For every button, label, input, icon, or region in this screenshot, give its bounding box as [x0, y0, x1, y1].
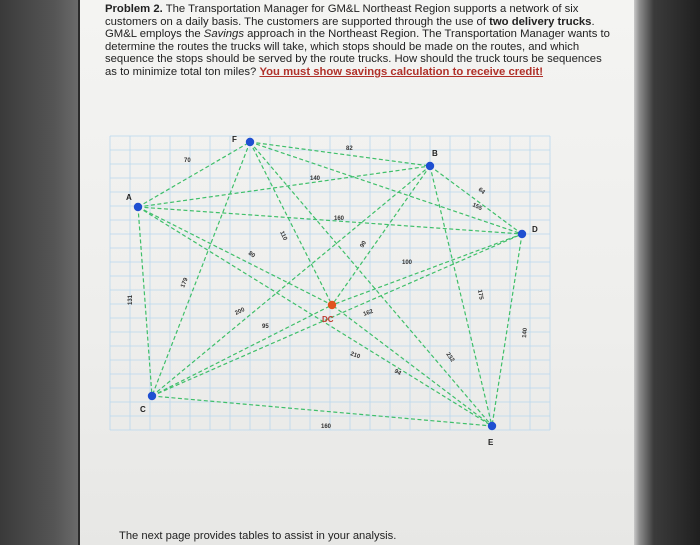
savings-requirement: You must show savings calculation to receive credit!	[259, 65, 544, 78]
edge-weight: 232	[444, 351, 456, 364]
node-label-d: D	[532, 225, 538, 234]
edge-weight: 160	[334, 216, 345, 222]
edge-weights	[128, 146, 529, 430]
savings-emphasis: Savings	[203, 28, 244, 41]
edge-weight: 160	[321, 424, 332, 430]
edge-a-f	[138, 142, 250, 207]
edge-c-dc	[152, 305, 332, 396]
document-page	[80, 0, 636, 545]
network-diagram	[80, 0, 636, 545]
edge-c-e	[152, 396, 492, 426]
node-b	[426, 162, 434, 170]
edge-f-c	[152, 142, 250, 396]
edge-f-b	[250, 142, 430, 166]
edge-a-b	[138, 166, 430, 207]
edge-f-e	[250, 142, 492, 426]
problem-label: Problem 2.	[105, 3, 163, 15]
edge-weight: 82	[346, 146, 353, 152]
edge-weight: 90	[359, 240, 369, 249]
edge-weight: 162	[362, 308, 375, 318]
edge-weight: 64	[476, 186, 486, 196]
edge-weight: 131	[128, 294, 134, 305]
screen-bezel-left	[0, 0, 78, 545]
edge-weight: 155	[471, 202, 483, 213]
edge-weight: 200	[234, 307, 246, 317]
problem-text-1: The Transportation Manager for GM&L Northeast Region supports a network of six customers on a daily basis. The customers are supported through the use of	[105, 3, 579, 28]
edge-weight: 100	[402, 260, 413, 266]
node-label-f: F	[232, 135, 237, 144]
node-d	[518, 230, 526, 238]
screen-bezel-right	[634, 0, 700, 545]
edge-weight: 94	[393, 368, 402, 378]
node-f	[246, 138, 254, 146]
edge-e-dc	[332, 305, 492, 426]
edge-weight: 179	[180, 277, 190, 289]
node-dc	[328, 301, 336, 309]
delivery-trucks-emphasis: two delivery trucks	[489, 15, 592, 28]
node-label-dc: DC	[322, 315, 334, 324]
node-a	[134, 203, 142, 211]
node-c	[148, 392, 156, 400]
edge-weight: 140	[522, 327, 529, 339]
node-label-a: A	[126, 193, 132, 202]
node-label-b: B	[432, 149, 438, 158]
edge-weight: 70	[184, 158, 191, 164]
edge-a-e	[138, 207, 492, 426]
edge-weight: 140	[310, 176, 321, 182]
node-label-e: E	[488, 438, 494, 447]
edge-weight: 175	[476, 289, 484, 301]
edge-weight: 95	[262, 324, 269, 330]
problem-text-2: . GM&L employs the	[105, 15, 595, 41]
edge-weight: 110	[278, 230, 288, 242]
node-e	[488, 422, 496, 430]
footer-note: The next page provides tables to assist in your analysis.	[119, 530, 397, 542]
edge-d-e	[492, 234, 522, 426]
edge-weight: 80	[246, 250, 256, 260]
node-label-c: C	[140, 405, 146, 414]
edge-c-d	[152, 234, 522, 396]
problem-text-3: approach in the Northeast Region. The Transportation Manager wants to determine the routes the trucks will take, which stops should be made on the routes, and which sequence the stops should be served by the route trucks. How should the truck tours be sequences as to minimize total ton miles?	[105, 28, 610, 78]
edge-weight: 210	[349, 351, 361, 361]
